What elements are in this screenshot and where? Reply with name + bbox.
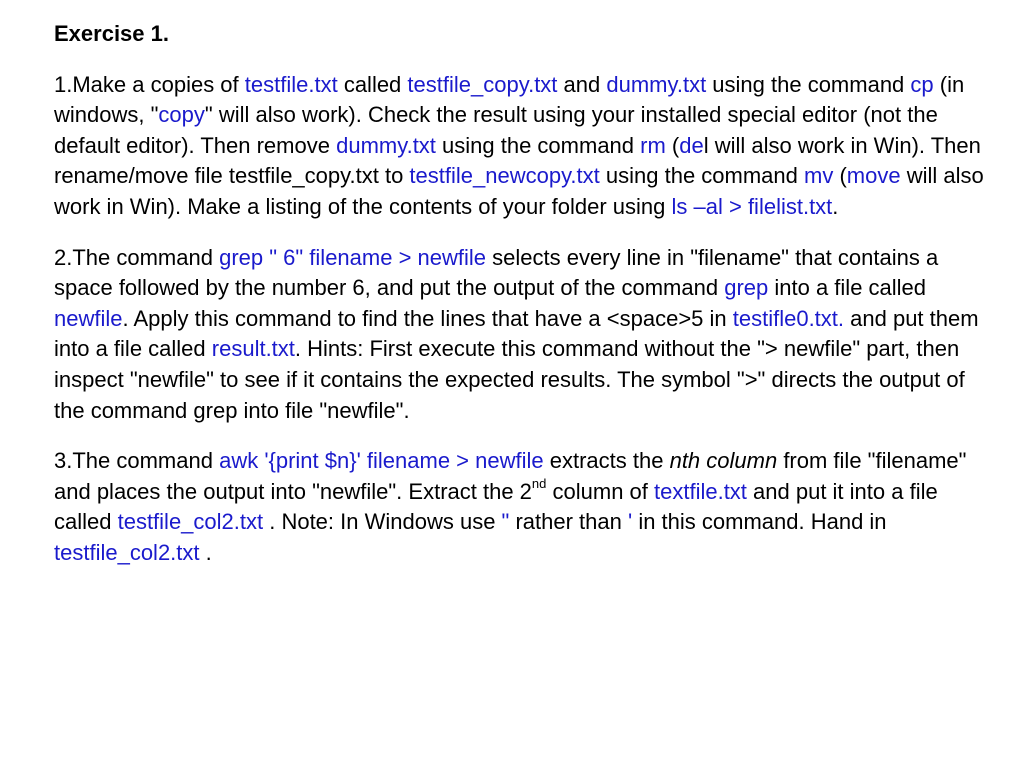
body-text: called [337,71,408,97]
body-text: and [557,71,607,97]
body-text: . Note: In Windows use [263,509,502,535]
command-text: testfile_col2.txt [54,539,200,565]
superscript-text: nd [531,476,547,492]
command-text: testifle0.txt. [732,305,845,331]
body-text: . Apply this command to find the lines that have a <space>5 in [122,305,733,331]
command-text: testfile_copy.txt [407,71,558,97]
emphasis-text: nth column [669,448,778,474]
body-text: in this command. Hand in [632,509,887,535]
command-text: move [846,163,901,189]
body-text: from file "filename" and places the output into "newfile". Extract the 2 [54,448,967,504]
body-text: . [832,193,839,219]
command-text: dummy.txt [336,132,436,158]
body-text: using the command [599,163,805,189]
command-text: testfile.txt [244,71,338,97]
body-text: extracts the [543,448,670,474]
body-text: . Hints: First execute this command without the "> newfile" part, then inspect "newfile" to see if it contains the expected results. The symbol ">" directs the output of the command grep into file "newfile". [54,336,965,423]
slide-content [54,19,989,589]
command-text: grep [724,275,769,301]
body-text: ( [833,163,847,189]
command-text: ls –al > filelist.txt [671,193,833,219]
command-text: grep " 6" filename > newfile [219,244,487,270]
body-text: into a file called [768,275,927,301]
command-text: ' [628,509,633,535]
body-text: l will also work in Win). Then rename/move file testfile_copy.txt to [54,132,981,189]
body-text: (in windows, " [54,71,965,128]
command-text: de [679,132,704,158]
body-text: using the command [706,71,911,97]
command-text: cp [910,71,934,97]
command-text: awk '{print $n}' filename > newfile [219,448,544,474]
body-text: rather than [509,509,628,535]
body-text: and put them into a file called [54,305,979,362]
exercise-body [54,70,989,569]
body-text: will also work in Win). Make a listing of the contents of your folder using [54,163,984,219]
command-text: rm [640,132,666,158]
command-text: testfile_col2.txt [117,509,264,535]
body-text: 2.The command [54,244,220,270]
command-text: newfile [54,305,123,331]
command-text: copy [158,102,205,128]
body-text: . [199,539,212,565]
body-text: using the command [435,132,641,158]
body-text: and put it into a file called [54,478,938,535]
body-text: ( [665,132,680,158]
command-text: textfile.txt [654,478,747,504]
body-text: selects every line in "filename" that contains a space followed by the number 6, and put the output of the command [54,244,939,301]
command-text: mv [804,163,834,189]
body-text: " will also work). Check the result using your installed special editor (not the default editor). Then remove [54,102,938,158]
command-text: result.txt [211,336,295,362]
command-text: " [501,509,510,535]
exercise-item-3 [54,446,989,568]
body-text: 3.The command [54,448,220,474]
exercise-item-2 [54,243,989,427]
body-text: 1.Make a copies of [54,71,245,97]
command-text: dummy.txt [606,71,707,97]
body-text: column of [546,478,654,504]
command-text: testfile_newcopy.txt [409,163,600,189]
exercise-heading: Exercise 1. [54,21,169,46]
exercise-item-1 [54,70,989,223]
